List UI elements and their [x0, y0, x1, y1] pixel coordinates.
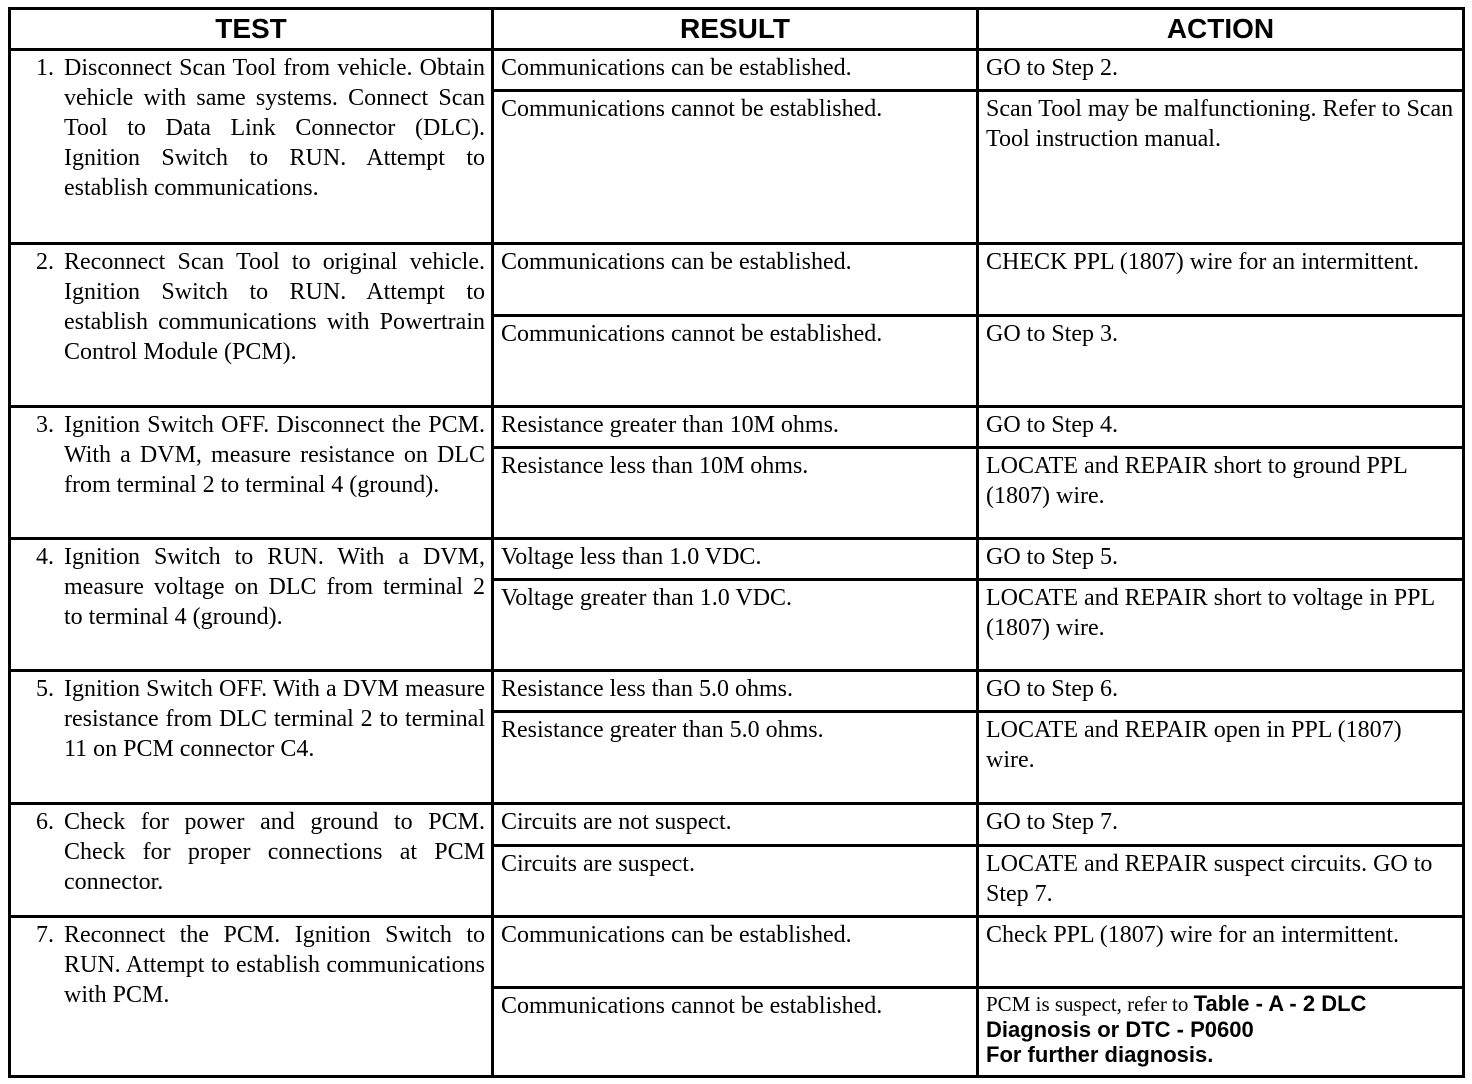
- action-text: PCM is suspect, refer to: [986, 991, 1194, 1016]
- test-cell: [10, 916, 493, 1076]
- result-cell: Communications can be established.: [493, 916, 978, 987]
- table-row: [10, 244, 1464, 315]
- header-result: RESULT: [493, 9, 978, 50]
- table-reference: For further diagnosis.: [986, 1041, 1214, 1067]
- step-number: 3.: [36, 411, 54, 438]
- step-number: 6.: [36, 809, 54, 836]
- action-cell: CHECK PPL (1807) wire for an intermittent.: [978, 244, 1464, 315]
- table-row: [10, 538, 1464, 579]
- action-cell: LOCATE and REPAIR short to ground PPL (1807) wire.: [978, 447, 1464, 538]
- test-text: Ignition Switch OFF. With a DVM measure resistance from DLC terminal 2 to terminal 11 on PCM connector C4.: [64, 676, 485, 763]
- test-cell: [10, 804, 493, 916]
- table-reference: Table - A - 2 DLC: [1193, 990, 1367, 1016]
- result-cell: Voltage greater than 1.0 VDC.: [493, 580, 978, 671]
- result-cell: Communications cannot be established.: [493, 315, 978, 406]
- result-cell: Resistance less than 5.0 ohms.: [493, 671, 978, 712]
- table-row: [10, 671, 1464, 712]
- step-number: 2.: [36, 249, 54, 276]
- test-cell: [10, 244, 493, 406]
- table-row: [10, 916, 1464, 987]
- result-cell: Circuits are not suspect.: [493, 804, 978, 845]
- action-cell: LOCATE and REPAIR short to voltage in PPL (1807) wire.: [978, 580, 1464, 671]
- table-row: [10, 804, 1464, 845]
- result-cell: Resistance greater than 10M ohms.: [493, 406, 978, 447]
- test-cell: [10, 50, 493, 244]
- test-cell: [10, 671, 493, 804]
- action-cell: GO to Step 5.: [978, 538, 1464, 579]
- header-row: [10, 9, 1464, 50]
- test-text: Reconnect the PCM. Ignition Switch to RUN. Attempt to establish communications with PCM.: [64, 921, 485, 1008]
- result-cell: Communications can be established.: [493, 244, 978, 315]
- step-number: 1.: [36, 55, 54, 81]
- action-cell: LOCATE and REPAIR open in PPL (1807) wire.: [978, 712, 1464, 804]
- step-number: 4.: [36, 543, 54, 570]
- action-cell: LOCATE and REPAIR suspect circuits. GO to Step 7.: [978, 845, 1464, 916]
- table-row: [10, 50, 1464, 91]
- result-cell: Resistance less than 10M ohms.: [493, 447, 978, 538]
- action-cell: GO to Step 7.: [978, 804, 1464, 845]
- result-cell: Voltage less than 1.0 VDC.: [493, 538, 978, 579]
- test-cell: [10, 538, 493, 670]
- result-cell: Communications cannot be established.: [493, 91, 978, 244]
- test-text: Check for power and ground to PCM. Check for proper connections at PCM connector.: [64, 809, 485, 896]
- step-number: 5.: [36, 676, 54, 703]
- step-number: 7.: [36, 921, 54, 948]
- test-text: Ignition Switch OFF. Disconnect the PCM. With a DVM, measure resistance on DLC from terminal 2 to terminal 4 (ground).: [64, 411, 485, 498]
- result-cell: Resistance greater than 5.0 ohms.: [493, 712, 978, 804]
- result-cell: Communications cannot be established.: [493, 987, 978, 1076]
- result-cell: Circuits are suspect.: [493, 845, 978, 916]
- test-cell: [10, 406, 493, 538]
- header-test: TEST: [10, 9, 493, 50]
- action-cell: GO to Step 2.: [978, 50, 1464, 91]
- action-cell: GO to Step 3.: [978, 315, 1464, 406]
- test-text: Disconnect Scan Tool from vehicle. Obtain vehicle with same systems. Connect Scan Tool to Data Link Connector (DLC). Ignition Switch to RUN. Attempt to establish communications.: [64, 55, 485, 201]
- test-text: Reconnect Scan Tool to original vehicle. Ignition Switch to RUN. Attempt to establish communications with Powertrain Control Module (PCM).: [64, 249, 485, 366]
- table-row: [10, 406, 1464, 447]
- result-cell: Communications can be established.: [493, 50, 978, 91]
- action-cell: GO to Step 6.: [978, 671, 1464, 712]
- action-cell: GO to Step 4.: [978, 406, 1464, 447]
- diagnostic-table: [8, 7, 1465, 1078]
- test-text: Ignition Switch to RUN. With a DVM, measure voltage on DLC from terminal 2 to terminal 4 (ground).: [64, 543, 485, 630]
- header-action: ACTION: [978, 9, 1464, 50]
- action-cell: Check PPL (1807) wire for an intermittent.: [978, 916, 1464, 987]
- table-reference: Diagnosis or DTC - P0600: [986, 1016, 1254, 1042]
- action-cell: Scan Tool may be malfunctioning. Refer to Scan Tool instruction manual.: [978, 91, 1464, 244]
- action-cell: [978, 987, 1464, 1076]
